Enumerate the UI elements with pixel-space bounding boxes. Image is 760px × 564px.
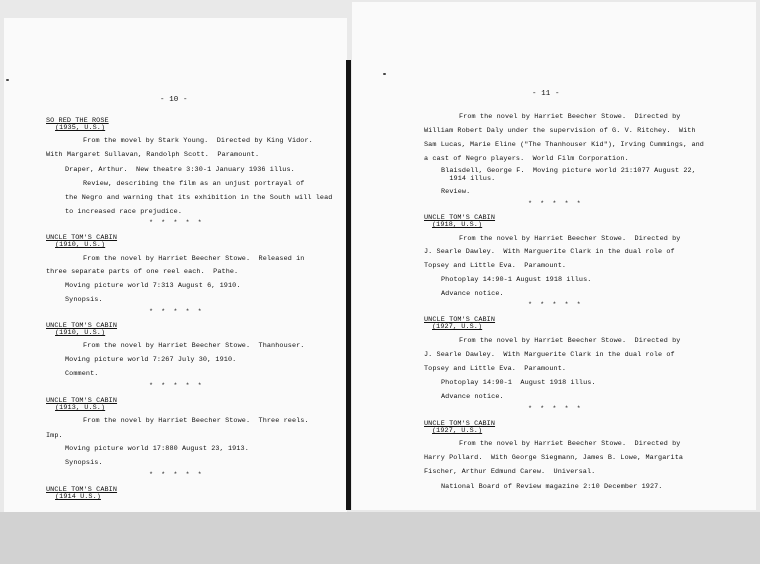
- separator-stars: * * * * *: [149, 382, 204, 390]
- entry-year: (1927, U.S.): [432, 427, 483, 435]
- entry-year: (1910, U.S.): [55, 241, 106, 249]
- entry-year: (1935, U.S.): [55, 124, 106, 132]
- separator-stars: * * * * *: [528, 200, 583, 208]
- entry-description-line: From the movel by Stark Young. Directed by King Vidor.: [83, 137, 313, 145]
- entry-reference: Photoplay 14:90-1 August 1918 illus.: [441, 379, 596, 387]
- right-page: [352, 2, 756, 510]
- entry-description-line: With Margaret Sullavan, Randolph Scott. Paramount.: [46, 151, 260, 159]
- book-gutter: [346, 60, 351, 510]
- entry-description-line: From the novel by Harriet Beecher Stowe. Directed by: [459, 235, 681, 243]
- dust-speck: [383, 73, 386, 75]
- separator-stars: * * * * *: [528, 301, 583, 309]
- entry-description-line: Sam Lucas, Marie Eline ("The Thanhouser Kid"), Irving Cummings, and: [424, 141, 704, 149]
- entry-reference: 1914 illus.: [441, 175, 496, 183]
- entry-reference: National Board of Review magazine 2:10 December 1927.: [441, 483, 663, 491]
- entry-description-line: From the novel by Harriet Beecher Stowe. Thanhouser.: [83, 342, 305, 350]
- entry-description-line: three separate parts of one reel each. Pathe.: [46, 268, 239, 276]
- entry-reference: Blaisdell, George F. Moving picture world 21:1077 August 22,: [441, 167, 696, 175]
- entry-reference: Moving picture world 7:313 August 6, 1910.: [65, 282, 241, 290]
- dust-speck: [6, 79, 9, 81]
- entry-year: (1910, U.S.): [55, 329, 106, 337]
- entry-description-line: Harry Pollard. With George Siegmann, James B. Lowe, Margarita: [424, 454, 684, 462]
- separator-stars: * * * * *: [149, 308, 204, 316]
- entry-description-line: J. Searle Dawley. With Marguerite Clark in the dual role of: [424, 351, 675, 359]
- entry-description-line: Topsey and Little Eva. Paramount.: [424, 262, 567, 270]
- entry-title: SO RED THE ROSE: [46, 117, 109, 125]
- entry-title: UNCLE TOM'S CABIN: [46, 397, 118, 405]
- entry-year: (1918, U.S.): [432, 221, 483, 229]
- entry-description-line: From the novel by Harriet Beecher Stowe. Released in: [83, 255, 305, 263]
- entry-note-line: Review.: [441, 188, 471, 196]
- scan-bottom-edge: [0, 512, 760, 564]
- entry-note-line: Synopsis.: [65, 296, 103, 304]
- entry-note-line: to increased race prejudice.: [65, 208, 183, 216]
- entry-description-line: Fischer, Arthur Edmund Carew. Universal.: [424, 468, 596, 476]
- entry-reference: Moving picture world 7:267 July 30, 1910.: [65, 356, 237, 364]
- page-number: - 11 -: [532, 90, 560, 98]
- separator-stars: * * * * *: [528, 405, 583, 413]
- entry-note-line: Comment.: [65, 370, 99, 378]
- entry-description-line: J. Searle Dawley. With Marguerite Clark in the dual role of: [424, 248, 675, 256]
- entry-reference: Photoplay 14:90-1 August 1918 illus.: [441, 276, 592, 284]
- entry-description-line: From the novel by Harriet Beecher Stowe. Directed by: [459, 337, 681, 345]
- entry-description-line: Imp.: [46, 432, 63, 440]
- entry-description-line: a cast of Negro players. World Film Corporation.: [424, 155, 629, 163]
- entry-title: UNCLE TOM'S CABIN: [46, 486, 118, 494]
- entry-title: UNCLE TOM'S CABIN: [424, 420, 496, 428]
- entry-note-line: Synopsis.: [65, 459, 103, 467]
- separator-stars: * * * * *: [149, 471, 204, 479]
- entry-note-line: Review, describing the film as an unjust portrayal of: [83, 180, 305, 188]
- entry-title: UNCLE TOM'S CABIN: [46, 322, 118, 330]
- entry-year: (1913, U.S.): [55, 404, 106, 412]
- entry-title: UNCLE TOM'S CABIN: [424, 316, 496, 324]
- entry-year: (1914 U.S.): [55, 493, 101, 501]
- entry-note-line: the Negro and warning that its exhibition in the South will lead: [65, 194, 333, 202]
- entry-reference: Moving picture world 17:880 August 23, 1913.: [65, 445, 249, 453]
- entry-description-line: From the novel by Harriet Beecher Stowe. Directed by: [459, 113, 681, 121]
- entry-description-line: From the novel by Harriet Beecher Stowe. Directed by: [459, 440, 681, 448]
- separator-stars: * * * * *: [149, 219, 204, 227]
- page-number: - 10 -: [160, 96, 188, 104]
- entry-year: (1927, U.S.): [432, 323, 483, 331]
- entry-title: UNCLE TOM'S CABIN: [46, 234, 118, 242]
- entry-title: UNCLE TOM'S CABIN: [424, 214, 496, 222]
- entry-description-line: William Robert Daly under the supervision of G. V. Ritchey. With: [424, 127, 696, 135]
- entry-note-line: Advance notice.: [441, 290, 504, 298]
- entry-description-line: Topsey and Little Eva. Paramount.: [424, 365, 567, 373]
- entry-reference: Draper, Arthur. New theatre 3:30-1 January 1936 illus.: [65, 166, 295, 174]
- entry-note-line: Advance notice.: [441, 393, 504, 401]
- entry-description-line: From the novel by Harriet Beecher Stowe. Three reels.: [83, 417, 309, 425]
